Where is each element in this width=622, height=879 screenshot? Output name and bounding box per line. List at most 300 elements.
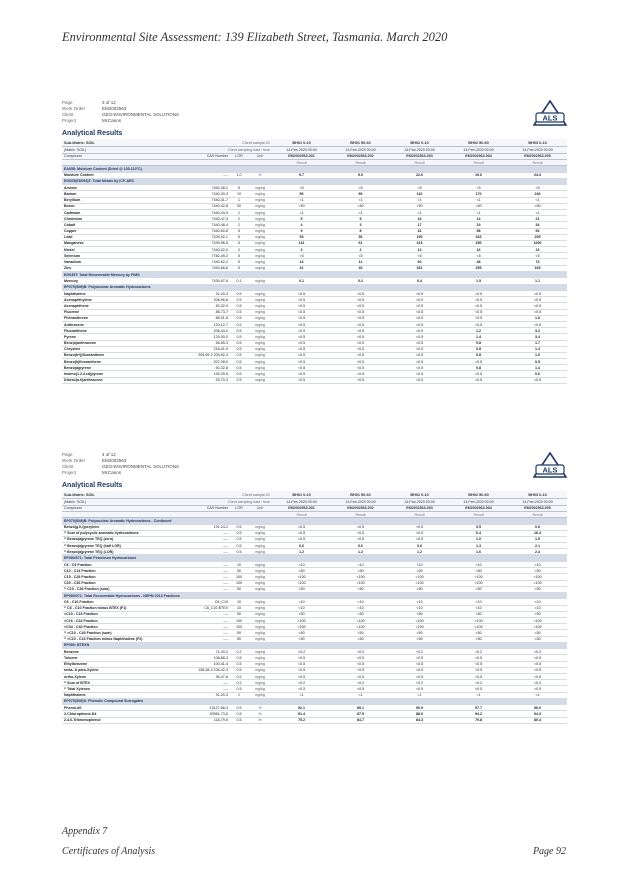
result-value: <5 [508,185,567,191]
lor-value: 0.5 [230,717,248,723]
result-value: <100 [390,580,449,586]
cas-number: 7440-66-6 [174,265,230,271]
result-value: 0.6 [331,543,390,549]
sample-name: BH03 0-10 [508,139,567,147]
result-value: 60 [390,259,449,265]
unit-value: mg/kg [248,568,272,574]
analysis-group-title: EG035T: Total Recoverable Mercury by FIMS [62,271,567,278]
unit-value: mg/kg [248,586,272,592]
result-value: 11 [331,259,390,265]
result-value: <50 [390,203,449,209]
lor-value: 50 [230,630,248,636]
compound-name: Nickel [62,247,174,253]
sample-lab-id: EM2002563-002 [331,153,390,160]
result-value: 255 [449,265,508,271]
result-value: 87.9 [331,711,390,717]
result-value: <10 [508,561,567,567]
compound-name: ^ C10 - C36 Fraction (sum) [62,586,174,592]
compound-name: Lead [62,234,174,240]
result-value: 2 [331,247,390,253]
result-value: <0.5 [508,667,567,673]
result-value: <0.5 [272,359,331,365]
result-value: <10 [449,599,508,605]
compound-name: Arsenic [62,185,174,191]
lor-value: 0.5 [230,309,248,315]
cas-number: ---- [174,630,230,636]
result-value: <50 [449,636,508,642]
unit-value: mg/kg [248,611,272,617]
sample-name: BH01 0-10 [272,491,331,499]
analysis-group-title: EP080: BTEXN [62,642,567,649]
cas-number: 7439-92-1 [174,234,230,240]
lor-value: 0.5 [230,711,248,717]
result-value: 16 [390,216,449,222]
result-value: <0.2 [331,680,390,686]
result-value: <0.5 [272,321,331,327]
result-value: 14 [272,259,331,265]
result-label: Result [272,160,331,166]
unit-value: mg/kg [248,673,272,679]
lor-value: 0.5 [230,346,248,352]
compound-name: >C10 - C16 Fraction [62,611,174,617]
unit-value: mg/kg [248,617,272,623]
lor-value: 0.5 [230,365,248,371]
unit-value: % [248,172,272,178]
compound-name: Copper [62,228,174,234]
result-value: 19.6 [449,172,508,178]
result-value: <0.5 [331,328,390,334]
result-value: 1.4 [449,334,508,340]
result-value: <50 [272,636,331,642]
result-value: <100 [331,617,390,623]
result-value: <50 [272,568,331,574]
lor-value: 0.2 [230,680,248,686]
compound-name: Mercury [62,278,174,284]
unit-header: Unit [248,153,272,160]
sample-date: 14-Feb-2020 00:00 [390,147,449,154]
cas-number: 7440-62-2 [174,259,230,265]
certificates-label: Certificates of Analysis [62,846,156,857]
cas-number: 108-88-3 [174,655,230,661]
cas-number: 120-12-7 [174,321,230,327]
lor-value: 1 [230,209,248,215]
result-value: <0.5 [331,667,390,673]
client-sampling-label: Client sampling date / time [174,499,272,506]
unit-value: mg/kg [248,561,272,567]
result-value: 75.2 [272,717,331,723]
result-value: 1.2 [272,549,331,555]
lor-value: 100 [230,574,248,580]
cas-number: 7440-38-2 [174,185,230,191]
result-value: <0.5 [331,334,390,340]
result-value: <0.5 [508,291,567,297]
result-value: 88.0 [390,711,449,717]
result-value: <100 [272,574,331,580]
sample-lab-id: EM2002563-001 [272,153,331,160]
compound-name: Phenanthrene [62,315,174,321]
lor-value: 0.5 [230,667,248,673]
result-value: <100 [272,580,331,586]
result-value: <0.5 [272,334,331,340]
result-value: <50 [390,636,449,642]
result-value: 1.5 [449,278,508,284]
result-value: <50 [331,611,390,617]
result-value: 36 [331,234,390,240]
lor-value: 0.5 [230,321,248,327]
result-value: <10 [449,561,508,567]
result-value: <0.5 [449,686,508,692]
result-value: <50 [331,636,390,642]
analysis-group-title: EP075(SIM)B: Polynuclear Aromatic Hydrocarbons [62,284,567,291]
result-value: <0.5 [331,661,390,667]
sample-date: 14-Feb-2020 00:00 [331,147,390,154]
unit-value: mg/kg [248,667,272,673]
result-value: <100 [508,624,567,630]
compound-name: Fluoranthene [62,328,174,334]
compound-name: Cadmium [62,209,174,215]
result-value: <0.5 [449,371,508,377]
meta-label-page: Page [62,452,73,457]
compound-name: C29 - C36 Fraction [62,580,174,586]
result-value: 24.3 [508,172,567,178]
compound-name: Benzo(g.h.i)perylene [62,524,174,530]
result-value: <0.5 [390,309,449,315]
result-value: 16.4 [508,530,567,536]
compound-name: ^ Total Xylenes [62,686,174,692]
compound-name: Benzo(a)pyrene [62,365,174,371]
result-value: <0.5 [331,673,390,679]
result-value: 40 [331,265,390,271]
result-label: Result [390,160,449,166]
cas-number: 191-24-2 [174,524,230,530]
unit-value: mg/kg [248,315,272,321]
meta-label-work_order: Work Order [62,106,86,111]
result-value: 34 [508,222,567,228]
result-value: <0.5 [331,371,390,377]
cas-number: 205-99-2 205-82-3 [174,352,230,358]
compound-name: ^ Benzo(a)pyrene TEQ (zero) [62,536,174,542]
result-value: <50 [449,586,508,592]
result-value: 213 [390,240,449,246]
unit-value: mg/kg [248,686,272,692]
result-value: <0.2 [390,649,449,655]
result-value: <100 [331,580,390,586]
result-value: 0.8 [449,346,508,352]
cas-number: ---- [174,624,230,630]
compound-name: Anthracene [62,321,174,327]
compound-name: Beryllium [62,197,174,203]
unit-header: Unit [248,505,272,512]
meta-value-client: GEO-ENVIRONMENTAL SOLUTIONS [102,464,180,469]
sample-date: 14-Feb-2020 00:00 [272,499,331,506]
result-value: <0.5 [390,359,449,365]
result-value: 21 [508,216,567,222]
result-value: <0.5 [390,321,449,327]
compound-header: Compound [62,153,174,160]
result-value: 1.3 [449,543,508,549]
cas-number: C6_C10 [174,599,230,605]
result-label: Result [449,512,508,518]
meta-label-client: Client [62,464,74,469]
analysis-group-title: EP080/071: Total Recoverable Hydrocarbons - NEPM 2013 Fractions [62,592,567,599]
result-value: <10 [449,605,508,611]
lor-value: 0.5 [230,328,248,334]
compound-name: Vanadium [62,259,174,265]
compound-name: Benz(a)anthracene [62,340,174,346]
compound-name: Naphthalene [62,291,174,297]
result-value: <0.5 [390,686,449,692]
unit-value: mg/kg [248,530,272,536]
result-value: <0.5 [331,530,390,536]
result-value: 0.1 [272,278,331,284]
lor-value: 0.5 [230,297,248,303]
sample-lab-id: EM2002563-005 [508,505,567,512]
result-value: 169 [508,265,567,271]
result-value: 53 [272,234,331,240]
unit-value: mg/kg [248,328,272,334]
table-row [62,717,567,723]
result-value: 0.6 [508,371,567,377]
unit-value: mg/kg [248,222,272,228]
cas-number: 85-01-8 [174,315,230,321]
unit-value: mg/kg [248,216,272,222]
result-value: <0.5 [508,673,567,679]
result-value: <10 [331,599,390,605]
result-value: <0.5 [449,309,508,315]
lor-value: 0.5 [230,340,248,346]
result-value: <10 [390,599,449,605]
result-value: 31 [390,228,449,234]
cas-number: ---- [174,561,230,567]
lor-value: 5 [230,240,248,246]
compound-name: Ethylbenzene [62,661,174,667]
sample-date: 14-Feb-2020 00:00 [331,499,390,506]
result-value: <1 [390,692,449,698]
compound-name: Benzene [62,649,174,655]
result-value: <100 [449,580,508,586]
result-value: <50 [449,611,508,617]
result-value: <0.2 [449,680,508,686]
result-value: <0.5 [508,297,567,303]
sample-name: BH01 50-60 [331,139,390,147]
result-value: 84.3 [390,717,449,723]
unit-value: mg/kg [248,253,272,259]
result-value: <100 [508,617,567,623]
unit-value: mg/kg [248,655,272,661]
result-value: <100 [508,574,567,580]
cas-number: 193-39-5 [174,371,230,377]
result-value: <0.5 [272,328,331,334]
result-value: <100 [331,574,390,580]
lor-value: 10 [230,599,248,605]
result-value: <0.5 [449,321,508,327]
lor-value: 50 [230,611,248,617]
compound-name: Acenaphthene [62,303,174,309]
result-value: 14 [390,247,449,253]
unit-value: mg/kg [248,605,272,611]
result-value: 61 [331,240,390,246]
result-value: <0.5 [272,365,331,371]
unit-value: mg/kg [248,309,272,315]
result-value: <0.5 [449,377,508,383]
result-value: <10 [331,605,390,611]
result-value: 3 [331,222,390,228]
result-value: 1.2 [390,549,449,555]
result-value: <0.5 [272,291,331,297]
meta-row-project [62,118,567,124]
result-value: <50 [272,630,331,636]
analysis-group-title: EA055: Moisture Content (Dried @ 105-110°C) [62,166,567,173]
meta-label-project: Project [62,118,77,123]
unit-value: mg/kg [248,346,272,352]
cas-number: 7439-96-5 [174,240,230,246]
analytical-results-title: Analytical Results [62,130,123,137]
compound-name: Moisture Content [62,172,174,178]
unit-value: mg/kg [248,536,272,542]
result-value: 170 [449,191,508,197]
result-value: <0.5 [390,377,449,383]
unit-value: mg/kg [248,291,272,297]
unit-value: mg/kg [248,649,272,655]
result-value: 9.7 [272,172,331,178]
result-value: 240 [508,191,567,197]
result-value: <0.5 [449,291,508,297]
result-value: <0.5 [449,315,508,321]
sample-lab-id: EM2002563-005 [508,153,567,160]
result-value: <0.5 [272,340,331,346]
lor-value: 50 [230,568,248,574]
result-value: <0.5 [331,536,390,542]
result-value: <10 [331,561,390,567]
result-value: <0.5 [272,530,331,536]
cas-number: ---- [174,568,230,574]
result-value: <100 [449,624,508,630]
lor-value: 0.1 [230,278,248,284]
sample-name: BH01 50-60 [331,491,390,499]
unit-value: mg/kg [248,580,272,586]
result-value: <0.5 [272,673,331,679]
result-value: <0.5 [508,309,567,315]
result-value: <0.2 [272,680,331,686]
result-value: <0.5 [331,340,390,346]
result-value: <0.5 [390,371,449,377]
result-value: 205 [508,234,567,240]
result-value: 0.6 [272,543,331,549]
meta-value-project: McCanns [102,118,122,123]
result-value: <0.5 [390,297,449,303]
unit-value: % [248,711,272,717]
matrix-label: (Matrix: SOIL) [62,147,174,154]
lor-value: 1.0 [230,172,248,178]
cas-number: 7440-42-8 [174,203,230,209]
result-value: <1 [390,197,449,203]
unit-value: mg/kg [248,680,272,686]
cas-number: 93951-73-6 [174,711,230,717]
result-label: Result [508,512,567,518]
result-value: <50 [508,611,567,617]
result-value: <0.5 [390,365,449,371]
certificate-page-4 [62,452,567,724]
result-value: <0.5 [508,686,567,692]
result-label: Result [331,160,390,166]
result-value: 8 [331,228,390,234]
lor-value: 1 [230,692,248,698]
result-value: <0.5 [508,661,567,667]
sample-lab-id: EM2002563-002 [331,505,390,512]
result-value: <0.5 [331,655,390,661]
compound-name: Cobalt [62,222,174,228]
cas-number: ---- [174,636,230,642]
result-value: <100 [331,624,390,630]
cas-header: CAS Number [174,505,230,512]
result-value: <0.5 [272,667,331,673]
lor-value: 1 [230,197,248,203]
result-value: <50 [272,203,331,209]
unit-value: mg/kg [248,630,272,636]
result-value: <0.5 [508,321,567,327]
result-value: <10 [272,599,331,605]
cas-number: 95-47-6 [174,673,230,679]
result-value: <0.5 [331,291,390,297]
result-value: 141 [272,240,331,246]
result-value: <50 [272,611,331,617]
unit-value: mg/kg [248,371,272,377]
sample-lab-id: EM2002563-004 [449,505,508,512]
unit-value: mg/kg [248,297,272,303]
result-value: <0.5 [390,340,449,346]
result-value: 94.3 [508,711,567,717]
sample-name: BH03 0-10 [508,491,567,499]
result-value: <0.5 [272,536,331,542]
sub-matrix-text: Sub-Matrix: SOIL [64,140,95,145]
compound-name: Barium [62,191,174,197]
client-sample-id-label: Client sample ID [174,139,272,147]
result-value: 80.4 [508,717,567,723]
compound-name: >C34 - C40 Fraction [62,624,174,630]
result-value: 150 [390,234,449,240]
result-value: <0.5 [390,524,449,530]
result-value: <10 [272,605,331,611]
lor-value: 0.5 [230,377,248,383]
als-logo [533,100,567,126]
unit-value: mg/kg [248,259,272,265]
compound-name: C10 - C14 Fraction [62,568,174,574]
result-value: 48 [449,259,508,265]
sample-date: 14-Feb-2020 00:00 [449,499,508,506]
compound-name: Indeno(1.2.3.cd)pyrene [62,371,174,377]
compound-name: Toluene [62,655,174,661]
certificate-page-3 [62,100,567,384]
result-value: <0.5 [449,297,508,303]
result-value: <0.5 [331,297,390,303]
analysis-group-title: EP075(SIM)S: Phenolic Compound Surrogates [62,698,567,705]
result-value: <1 [508,197,567,203]
cas-number: 118-79-6 [174,717,230,723]
result-value: <0.5 [449,655,508,661]
result-value: <0.5 [390,291,449,297]
result-value: 50 [272,191,331,197]
result-value: <50 [390,568,449,574]
meta-row-project [62,470,567,476]
result-value: 41 [272,265,331,271]
sample-date: 14-Feb-2020 00:00 [390,499,449,506]
result-value: 22.6 [390,172,449,178]
result-value: 110 [390,191,449,197]
result-value: <5 [331,253,390,259]
compound-name: Benzo(k)fluoranthene [62,359,174,365]
lor-value: 0.5 [230,673,248,679]
compound-name: >C16 - C34 Fraction [62,617,174,623]
